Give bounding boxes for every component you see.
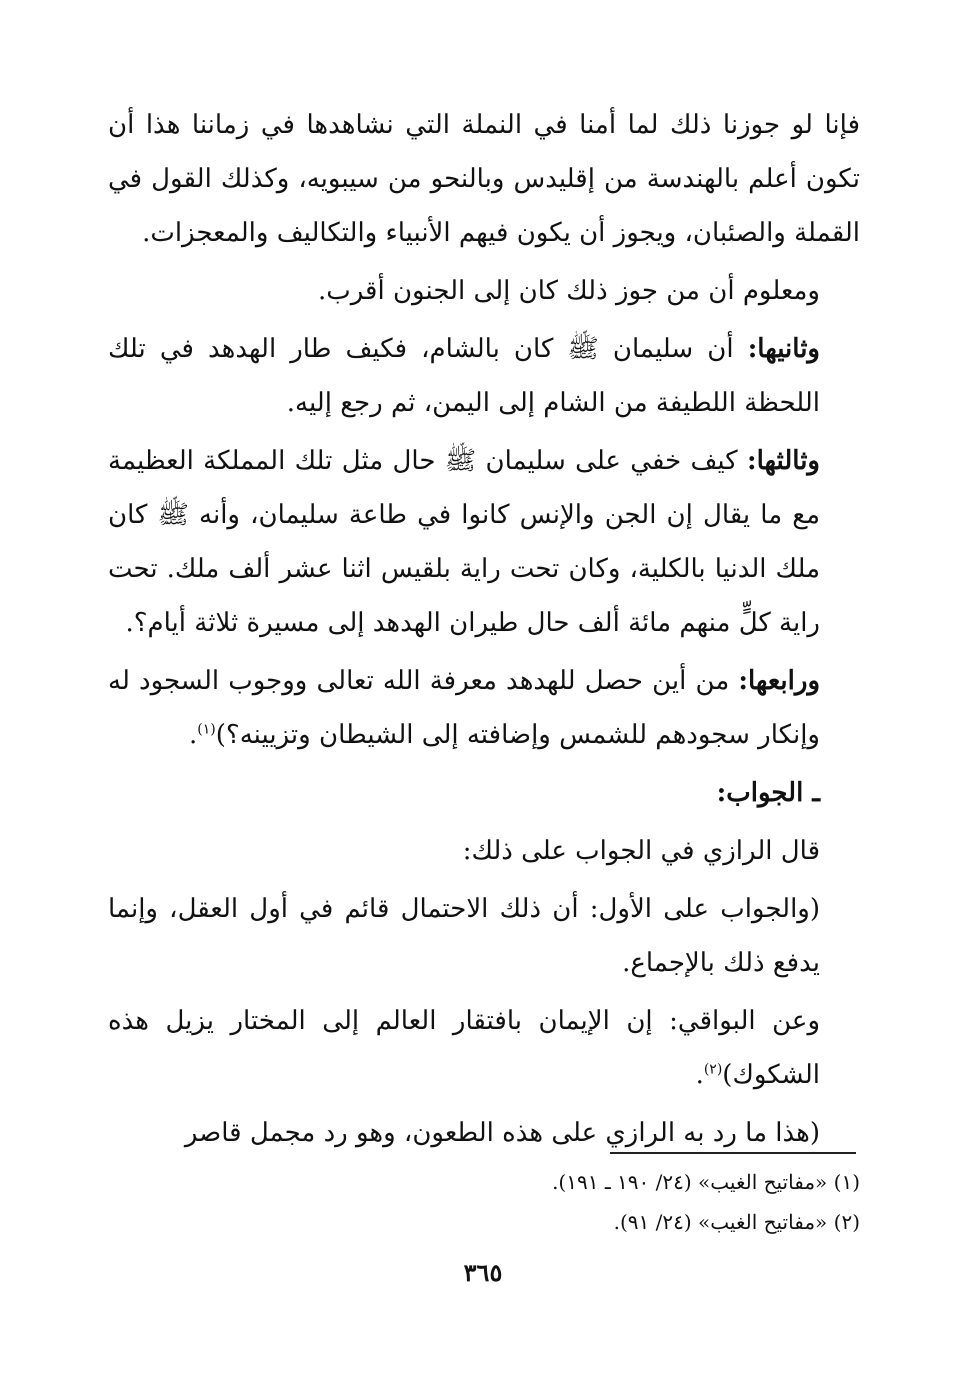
answer-heading: [108, 766, 860, 820]
footnote-1: (١) «مفاتيح الغيب» (٢٤/ ١٩٠ ـ ١٩١).: [552, 1170, 860, 1194]
paragraph-9: [108, 994, 860, 1102]
paragraph-5: [108, 654, 860, 762]
paragraph-text: (هذا ما رد به الرازي على هذه الطعون، وهو رد مجمل قاصر: [184, 1118, 820, 1148]
heading-text: ـ الجواب:: [716, 778, 820, 808]
footnote-2: (٢) «مفاتيح الغيب» (٢٤/ ٩١).: [613, 1210, 860, 1234]
paragraph-3: [108, 322, 860, 430]
paragraph-2: [108, 264, 860, 318]
paragraph-tail: .: [189, 720, 198, 750]
footnote-marker: (١): [197, 721, 216, 738]
footnote-marker: (٢): [703, 1061, 723, 1078]
paragraph-text: أن سليمان ﷺ كان بالشام، فكيف طار الهدهد في تلك اللحظة اللطيفة من الشام إلى اليمن، ثم رجع إليه.: [108, 334, 820, 418]
paragraph-text: ومعلوم أن من جوز ذلك كان إلى الجنون أقرب.: [317, 276, 820, 306]
page-number: ٣٦٥: [463, 1258, 503, 1287]
footnotes: [108, 1162, 860, 1242]
paragraph-lead: وثانيها:: [747, 334, 820, 364]
paragraph-8: [108, 882, 860, 990]
paragraph-text: (والجواب على الأول: أن ذلك الاحتمال قائم في أول العقل، وإنما يدفع ذلك بالإجماع.: [108, 894, 820, 978]
paragraph-text: قال الرازي في الجواب على ذلك:: [462, 836, 820, 866]
paragraph-lead: ورابعها:: [738, 666, 820, 696]
paragraph-text: وعن البواقي: إن الإيمان بافتقار العالم إلى المختار يزيل هذه الشكوك): [108, 1006, 820, 1090]
paragraph-text: من أين حصل للهدهد معرفة الله تعالى ووجوب السجود له وإنكار سجودهم للشمس وإضافته إلى الشيطان وتزيينه؟): [108, 666, 820, 750]
paragraph-tail: .: [695, 1060, 704, 1090]
footnote-divider: [610, 1152, 856, 1154]
paragraph-7: [108, 824, 860, 878]
paragraph-text: كيف خفي على سليمان ﷺ حال مثل تلك المملكة العظيمة مع ما يقال إن الجن والإنس كانوا في طاعة سليمان، وأنه ﷺ كان ملك الدنيا بالكلية، وكان تحت راية بلقيس اثنا عشر ألف ملك. تحت راية كلٍّ منهم مائة ألف حال طيران الهدهد إلى مسيرة ثلاثة أيام؟.: [108, 446, 820, 638]
main-text: [108, 98, 860, 1164]
paragraph-text: فإنا لو جوزنا ذلك لما أمنا في النملة التي نشاهدها في زماننا هذا أن تكون أعلم بالهندسة من إقليدس وبالنحو من سيبويه، وكذلك القول في القملة والصئبان، ويجوز أن يكون فيهم الأنبياء والتكاليف والمعجزات.: [108, 110, 860, 248]
paragraph-1: [108, 98, 860, 260]
paragraph-4: [108, 434, 860, 650]
paragraph-lead: وثالثها:: [747, 446, 820, 476]
